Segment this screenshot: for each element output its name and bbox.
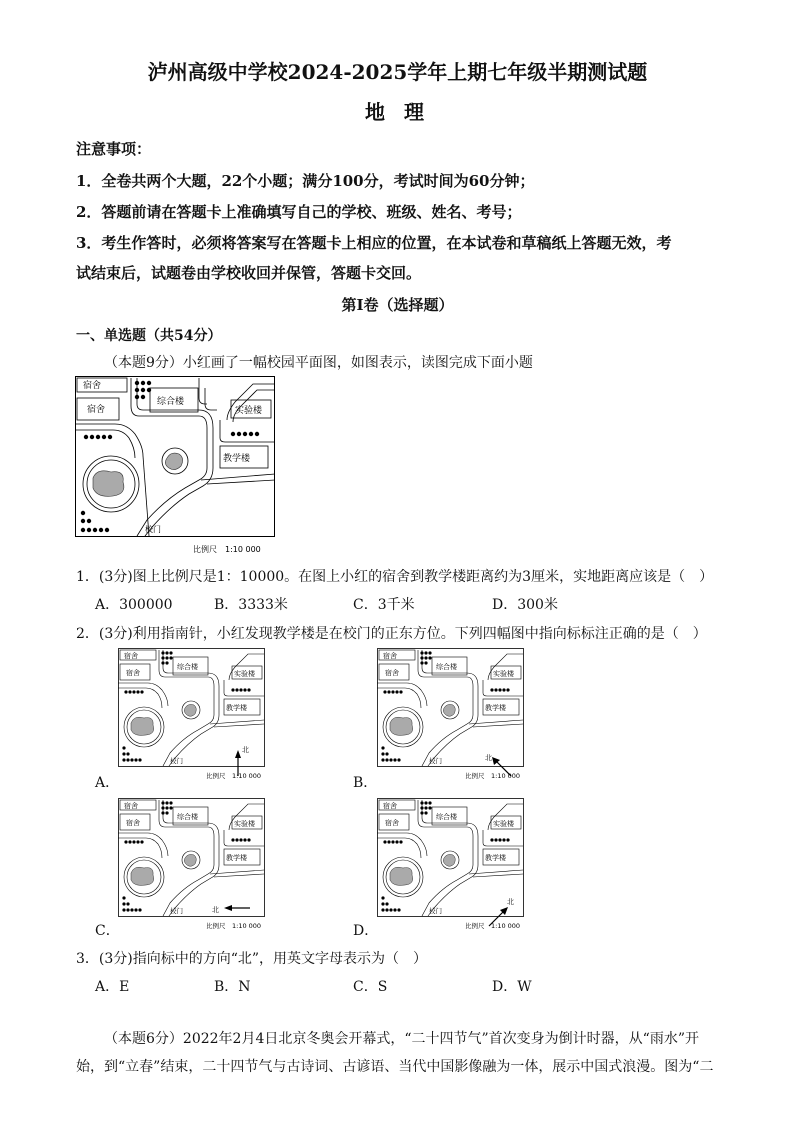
q3-option-d[interactable]: D．W: [492, 979, 532, 995]
map-scale: 比例尺 1:10 000: [193, 545, 261, 554]
map-label-lab: 实验楼: [234, 820, 255, 828]
map-label-complex: 综合楼: [157, 397, 185, 407]
map-label-teaching: 教学楼: [223, 454, 251, 464]
north-label: 北: [242, 746, 249, 754]
north-label: 北: [485, 754, 492, 762]
map-label-lab: 实验楼: [234, 670, 255, 678]
map-label-dorm: 宿舍: [83, 381, 102, 391]
campus-map-figure: [75, 376, 280, 558]
group2-intro-line1: （本题6分）2022年2月4日北京冬奥会开幕式，“二十四节气”首次变身为倒计时器，从“雨水”开: [104, 1031, 699, 1047]
q3-option-a[interactable]: A．E: [95, 979, 130, 995]
map-label-lab: 实验楼: [493, 820, 514, 828]
q3-option-c[interactable]: C．S: [353, 979, 388, 995]
map-label-complex: 综合楼: [177, 663, 198, 671]
q3-option-b[interactable]: B．N: [214, 979, 251, 995]
map-label-complex: 综合楼: [177, 813, 198, 821]
q1-stem: 1．(3分)图上比例尺是1：10000。在图上小红的宿舍到教学楼距离约为3厘米，实地距离应该是（ ）: [76, 569, 714, 585]
q3-stem: 3．(3分)指向标中的方向“北”，用英文字母表示为（ ）: [76, 951, 428, 967]
map-label-dorm: 宿舍: [87, 405, 106, 415]
north-label: 北: [507, 898, 514, 906]
volume-heading: 第I卷（选择题）: [341, 296, 454, 314]
map-label-teaching: 教学楼: [226, 704, 247, 712]
part-heading: 一、单选题（共54分）: [76, 328, 222, 344]
notice-heading: 注意事项：: [76, 140, 152, 158]
map-label-complex: 综合楼: [436, 663, 457, 671]
map-label-gate: 校门: [145, 525, 161, 534]
notice-item-1: 1．全卷共两个大题，22个小题；满分100分，考试时间为60分钟；: [76, 172, 535, 190]
map-label-lab: 实验楼: [493, 670, 514, 678]
notice-item-2: 2．答题前请在答题卡上准确填写自己的学校、班级、姓名、考号；: [76, 203, 522, 221]
map-label-complex: 综合楼: [436, 813, 457, 821]
map-label-teaching: 教学楼: [485, 704, 506, 712]
option-map-d: [377, 798, 527, 934]
map-label-dorm: 宿舍: [385, 819, 399, 827]
notice-item-3-cont: 试结束后，试题卷由学校收回并保管，答题卡交回。: [76, 264, 422, 282]
map-label-teaching: 教学楼: [485, 854, 506, 862]
map-label-dorm: 宿舍: [124, 652, 138, 660]
map-label-dorm: 宿舍: [385, 669, 399, 677]
map-scale: 比例尺 1:10 000: [465, 772, 521, 780]
subject-title: 地 理: [365, 100, 430, 124]
q2-option-d[interactable]: D．: [353, 923, 379, 939]
group1-intro: （本题9分）小红画了一幅校园平面图，如图表示，读图完成下面小题: [104, 355, 533, 371]
q2-option-a[interactable]: A．: [95, 775, 120, 791]
map-label-dorm: 宿舍: [124, 802, 138, 810]
q1-option-c[interactable]: C．3千米: [353, 597, 415, 613]
map-label-lab: 实验楼: [235, 406, 263, 416]
option-map-c: [118, 798, 268, 934]
map-scale: 比例尺 1:10 000: [206, 772, 262, 780]
north-label: 北: [212, 906, 219, 914]
map-label-gate: 校门: [170, 907, 183, 915]
option-map-b: [377, 648, 527, 784]
page-title: 泸州高级中学校2024-2025学年上期七年级半期测试题: [147, 60, 648, 84]
map-label-gate: 校门: [170, 757, 183, 765]
map-label-gate: 校门: [429, 757, 442, 765]
map-scale: 比例尺 1:10 000: [465, 922, 521, 930]
map-label-gate: 校门: [429, 907, 442, 915]
map-label-dorm: 宿舍: [126, 669, 140, 677]
campus-map-main: [75, 376, 280, 558]
group2-intro-line2: 始，到“立春”结束，二十四节气与古诗词、古谚语、当代中国影像融为一体，展示中国式浪漫。图为“二: [76, 1059, 714, 1075]
map-label-dorm: 宿舍: [383, 802, 397, 810]
q2-option-b[interactable]: B．: [353, 775, 378, 791]
q2-stem: 2．(3分)利用指南针，小红发现教学楼是在校门的正东方位。下列四幅图中指向标标注正确的是（ ）: [76, 626, 707, 642]
map-label-dorm: 宿舍: [383, 652, 397, 660]
q1-option-b[interactable]: B．3333米: [214, 597, 288, 613]
map-label-teaching: 教学楼: [226, 854, 247, 862]
option-map-a: [118, 648, 268, 784]
notice-item-3: 3．考生作答时，必须将答案写在答题卡上相应的位置，在本试卷和草稿纸上答题无效，考: [76, 234, 672, 252]
q2-option-c[interactable]: C．: [95, 923, 120, 939]
map-scale: 比例尺 1:10 000: [206, 922, 262, 930]
q1-option-a[interactable]: A．300000: [95, 597, 173, 613]
q1-option-d[interactable]: D．300米: [492, 597, 558, 613]
map-label-dorm: 宿舍: [126, 819, 140, 827]
